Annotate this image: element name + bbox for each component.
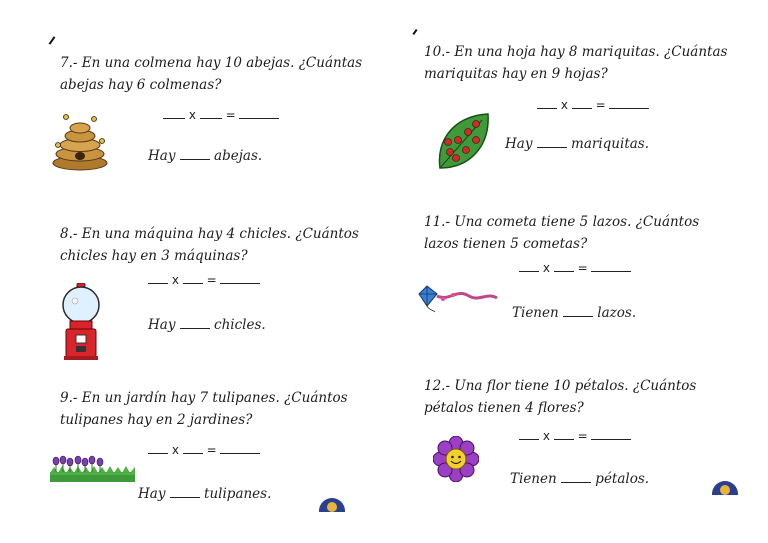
factor-blank[interactable]	[572, 98, 592, 109]
factor-blank[interactable]	[148, 273, 168, 284]
multiplication-equation: x =	[148, 273, 260, 287]
question-line: mariquitas hay en 9 hojas?	[424, 66, 608, 82]
product-blank[interactable]	[591, 429, 631, 440]
factor-blank[interactable]	[148, 443, 168, 454]
pen-mark	[49, 36, 56, 45]
multiplication-equation: x =	[163, 108, 279, 122]
question-line: 9.- En un jardín hay 7 tulipanes. ¿Cuántos	[60, 390, 348, 406]
question-line: 8.- En una máquina hay 4 chicles. ¿Cuántos	[60, 226, 359, 242]
answer-blank[interactable]	[561, 472, 591, 483]
question-line: 11.- Una cometa tiene 5 lazos. ¿Cuántos	[424, 214, 700, 230]
pen-mark	[412, 29, 417, 35]
answer-sentence: Hay tulipanes.	[138, 486, 272, 502]
factor-blank[interactable]	[200, 108, 222, 119]
question-line: pétalos tienen 4 flores?	[424, 400, 584, 416]
answer-sentence: Tienen lazos.	[512, 305, 637, 321]
multiplication-equation: x =	[519, 261, 631, 275]
multiplication-equation: x =	[537, 98, 649, 112]
factor-blank[interactable]	[519, 429, 539, 440]
ladybug-leaf-icon	[434, 110, 492, 172]
product-blank[interactable]	[220, 273, 260, 284]
answer-sentence: Hay mariquitas.	[505, 136, 650, 152]
factor-blank[interactable]	[554, 261, 574, 272]
answer-sentence: Tienen pétalos.	[510, 471, 650, 487]
multiplication-equation: x =	[519, 429, 631, 443]
multiplication-equation: x =	[148, 443, 260, 457]
gumball-machine-icon	[61, 283, 101, 361]
answer-blank[interactable]	[180, 318, 210, 329]
kite-icon	[417, 284, 499, 314]
question-line: chicles hay en 3 máquinas?	[60, 248, 248, 264]
answer-blank[interactable]	[180, 149, 210, 160]
question-line: lazos tienen 5 cometas?	[424, 236, 588, 252]
flower-icon	[433, 436, 479, 482]
factor-blank[interactable]	[183, 273, 203, 284]
factor-blank[interactable]	[183, 443, 203, 454]
question-line: abejas hay 6 colmenas?	[60, 77, 222, 93]
question-line: 12.- Una flor tiene 10 pétalos. ¿Cuántos	[424, 378, 697, 394]
answer-blank[interactable]	[563, 306, 593, 317]
factor-blank[interactable]	[537, 98, 557, 109]
answer-blank[interactable]	[170, 487, 200, 498]
tulips-icon	[50, 455, 135, 483]
logo-stamp	[319, 498, 345, 512]
answer-blank[interactable]	[537, 137, 567, 148]
product-blank[interactable]	[609, 98, 649, 109]
factor-blank[interactable]	[163, 108, 185, 119]
beehive-icon	[52, 111, 108, 171]
question-line: 7.- En una colmena hay 10 abejas. ¿Cuántas	[60, 55, 363, 71]
answer-sentence: Hay abejas.	[148, 148, 263, 164]
factor-blank[interactable]	[554, 429, 574, 440]
factor-blank[interactable]	[519, 261, 539, 272]
product-blank[interactable]	[591, 261, 631, 272]
answer-sentence: Hay chicles.	[148, 317, 266, 333]
product-blank[interactable]	[239, 108, 279, 119]
question-line: 10.- En una hoja hay 8 mariquitas. ¿Cuántas	[424, 44, 728, 60]
product-blank[interactable]	[220, 443, 260, 454]
question-line: tulipanes hay en 2 jardines?	[60, 412, 253, 428]
logo-stamp	[712, 481, 738, 495]
